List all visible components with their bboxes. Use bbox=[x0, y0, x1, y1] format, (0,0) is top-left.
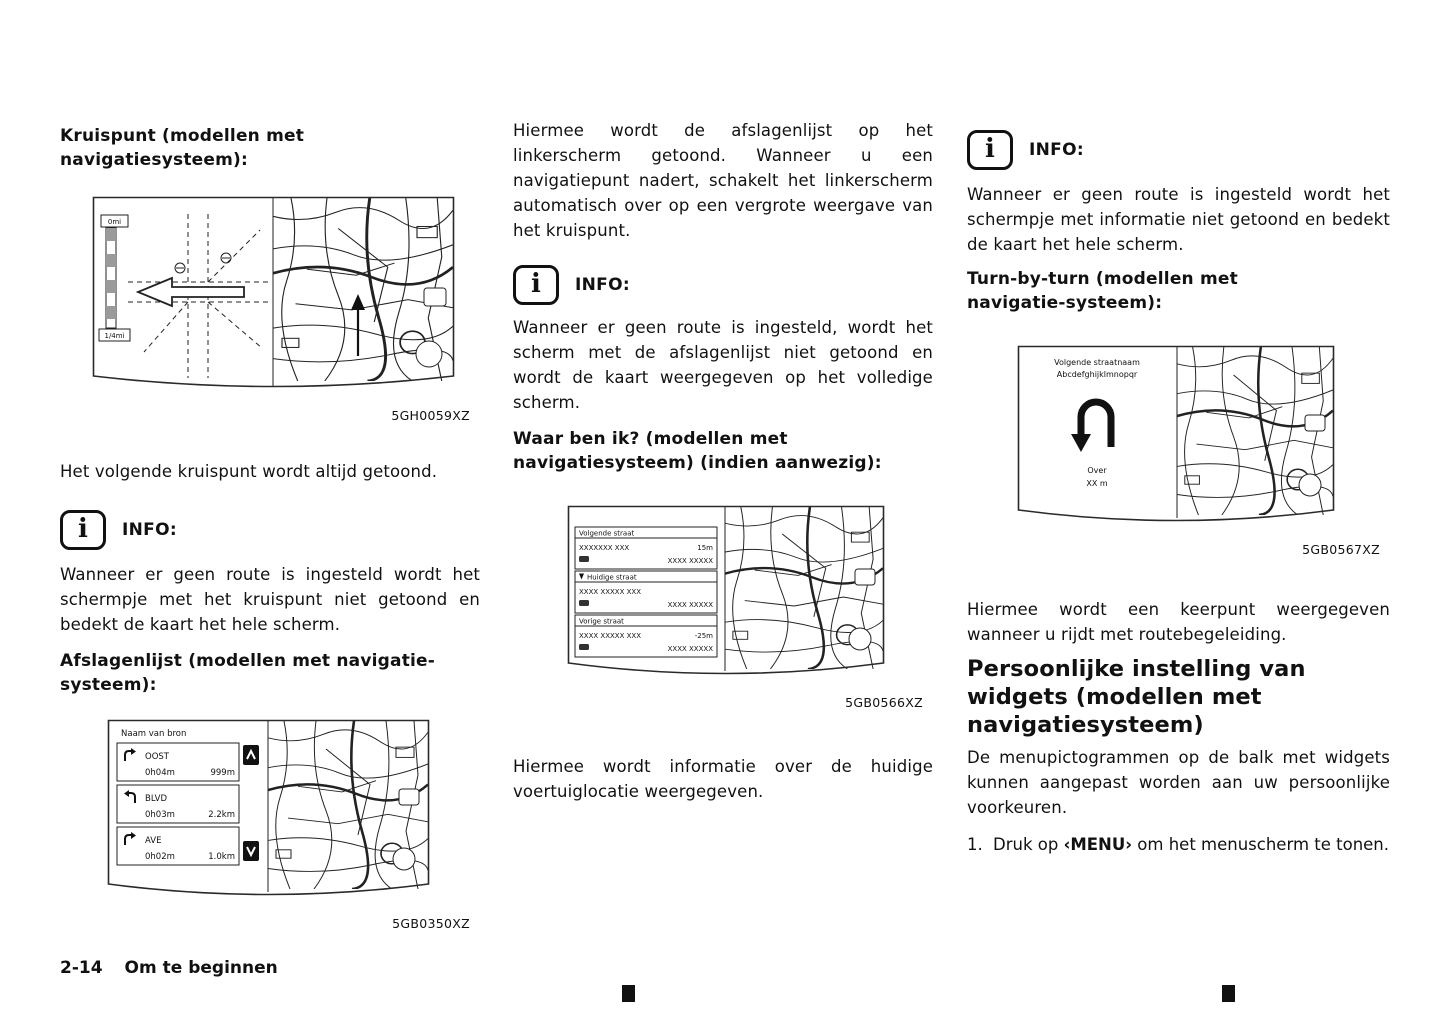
heading-waarbenik: Waar ben ik? (modellen met navigatiesysteem) (indien aanwezig): bbox=[513, 429, 882, 473]
para-info-kruispunt: Wanneer er geen route is ingesteld wordt het schermpje met het kruispunt niet getoond en bedekt de kaart het hele scherm. bbox=[60, 565, 480, 634]
figure-caption-afslagenlijst: 5GB0350XZ bbox=[392, 916, 470, 931]
info-label: INFO: bbox=[1029, 140, 1084, 160]
svg-text:XXXX XXXXX XXX: XXXX XXXXX XXX bbox=[579, 632, 641, 640]
heading-afslagenlijst: Afslagenlijst (modellen met navigatie-systeem): bbox=[60, 651, 436, 695]
svg-text:XXXX XXXXX: XXXX XXXXX bbox=[667, 557, 713, 565]
next-street-name: Abcdefghijklmnopqr bbox=[1056, 370, 1138, 379]
heading-kruispunt: Kruispunt (modellen met navigatiesysteem): bbox=[60, 126, 305, 170]
menu-key-label: ‹MENU› bbox=[1063, 835, 1133, 854]
info-icon: i bbox=[967, 130, 1013, 170]
step-number: 1. bbox=[967, 835, 983, 854]
column-right bbox=[967, 130, 1390, 857]
figure-kruispunt bbox=[92, 196, 455, 400]
svg-text:15m: 15m bbox=[697, 544, 713, 552]
kruispunt-screen-illustration bbox=[92, 196, 455, 396]
svg-text:XXXX XXXXX: XXXX XXXXX bbox=[667, 601, 713, 609]
map-button bbox=[1305, 415, 1325, 431]
svg-text:0h02m: 0h02m bbox=[145, 852, 175, 862]
svg-text:Volgende straat: Volgende straat bbox=[579, 529, 635, 538]
page-footer bbox=[60, 958, 278, 978]
para-kruispunt: Het volgende kruispunt wordt altijd getoond. bbox=[60, 462, 438, 481]
figure-caption-waarbenik: 5GB0566XZ bbox=[845, 695, 923, 710]
scale-top-label: 0mi bbox=[107, 218, 122, 226]
map-compass bbox=[1299, 474, 1321, 496]
map-button bbox=[399, 789, 419, 805]
para-turnbyturn: Hiermee wordt een keerpunt weergegeven wanneer u rijdt met routebegeleiding. bbox=[967, 600, 1390, 644]
distance-label: XX m bbox=[1086, 479, 1108, 488]
next-street-label: Volgende straatnaam bbox=[1054, 358, 1140, 367]
figure-turnbyturn bbox=[1017, 345, 1335, 534]
svg-text:2.2km: 2.2km bbox=[208, 810, 235, 820]
figure-caption-turnbyturn: 5GB0567XZ bbox=[1302, 542, 1380, 557]
info-label: INFO: bbox=[122, 520, 177, 540]
map-button bbox=[424, 288, 446, 306]
street-info-row bbox=[575, 527, 717, 569]
para-waarbenik: Hiermee wordt informatie over de huidige voertuiglocatie weergegeven. bbox=[513, 757, 933, 801]
street-info-row bbox=[575, 615, 717, 657]
figure-caption-kruispunt: 5GH0059XZ bbox=[391, 408, 470, 423]
step-1 bbox=[967, 832, 1390, 857]
scroll-up-button bbox=[243, 745, 259, 765]
figure-afslagenlijst bbox=[107, 719, 430, 908]
svg-text:XXXXXXX XXX: XXXXXXX XXX bbox=[579, 544, 630, 552]
heading-turnbyturn: Turn-by-turn (modellen met navigatie-systeem): bbox=[967, 269, 1238, 313]
svg-text:BLVD: BLVD bbox=[145, 794, 167, 804]
para-info-afslagenlijst: Wanneer er geen route is ingesteld, wordt het scherm met de afslagenlijst niet getoond en wordt de kaart weergegeven op het volledige scherm. bbox=[513, 318, 933, 412]
figure-waarbenik bbox=[567, 505, 885, 687]
print-mark bbox=[1222, 985, 1235, 1002]
heading-widgets: Persoonlijke instelling van widgets (modellen met navigatiesysteem) bbox=[967, 656, 1306, 738]
info-note bbox=[513, 265, 933, 305]
map-compass bbox=[393, 848, 415, 870]
info-icon: i bbox=[60, 510, 106, 550]
svg-text:1.0km: 1.0km bbox=[208, 852, 235, 862]
svg-text:Vorige straat: Vorige straat bbox=[579, 617, 624, 626]
column-left bbox=[60, 124, 480, 931]
turn-list-row bbox=[117, 785, 239, 823]
vehicle-icon bbox=[579, 556, 589, 562]
svg-text:0h04m: 0h04m bbox=[145, 768, 175, 778]
waarbenik-screen-illustration bbox=[567, 505, 885, 683]
svg-text:Huidige straat: Huidige straat bbox=[587, 573, 637, 582]
column-middle bbox=[513, 118, 933, 804]
scroll-down-button bbox=[243, 841, 259, 861]
scale-bottom-label: 1/4mi bbox=[104, 332, 125, 340]
list-header: Naam van bron bbox=[121, 729, 187, 739]
turn-list-row bbox=[117, 743, 239, 781]
info-note bbox=[967, 130, 1390, 170]
turn-list-row bbox=[117, 827, 239, 865]
chapter-title: Om te beginnen bbox=[124, 958, 278, 978]
map-button bbox=[855, 569, 875, 585]
svg-text:999m: 999m bbox=[210, 768, 235, 778]
page-number: 2-14 bbox=[60, 958, 103, 978]
info-note bbox=[60, 510, 480, 550]
para-widgets: De menupictogrammen op de balk met widgets kunnen aangepast worden aan uw persoonlijke voorkeuren. bbox=[967, 748, 1390, 817]
vehicle-icon bbox=[579, 644, 589, 650]
over-label: Over bbox=[1087, 466, 1107, 475]
info-label: INFO: bbox=[575, 275, 630, 295]
step-text: Druk op ‹MENU› om het menuscherm te tonen. bbox=[993, 835, 1390, 854]
street-info-row bbox=[575, 571, 717, 613]
svg-text:XXXX XXXXX XXX: XXXX XXXXX XXX bbox=[579, 588, 641, 596]
svg-text:OOST: OOST bbox=[145, 752, 169, 762]
para-afslagenlijst: Hiermee wordt de afslagenlijst op het linkerscherm getoond. Wanneer u een navigatiepunt nadert, schakelt het linkerscherm automatisch over op een vergrote weergave van het kruispunt. bbox=[513, 121, 933, 240]
svg-text:0h03m: 0h03m bbox=[145, 810, 175, 820]
svg-text:AVE: AVE bbox=[145, 836, 162, 846]
print-mark bbox=[622, 985, 635, 1002]
vehicle-icon bbox=[579, 600, 589, 606]
svg-text:-25m: -25m bbox=[694, 632, 713, 640]
map-compass bbox=[416, 341, 442, 367]
turnbyturn-screen-illustration bbox=[1017, 345, 1335, 530]
para-info-turnbyturn: Wanneer er geen route is ingesteld wordt het schermpje met informatie niet getoond en bedekt de kaart het hele scherm. bbox=[967, 185, 1390, 254]
svg-text:XXXX XXXXX: XXXX XXXXX bbox=[667, 645, 713, 653]
info-icon: i bbox=[513, 265, 559, 305]
map-compass bbox=[849, 628, 871, 650]
afslagenlijst-screen-illustration bbox=[107, 719, 430, 904]
